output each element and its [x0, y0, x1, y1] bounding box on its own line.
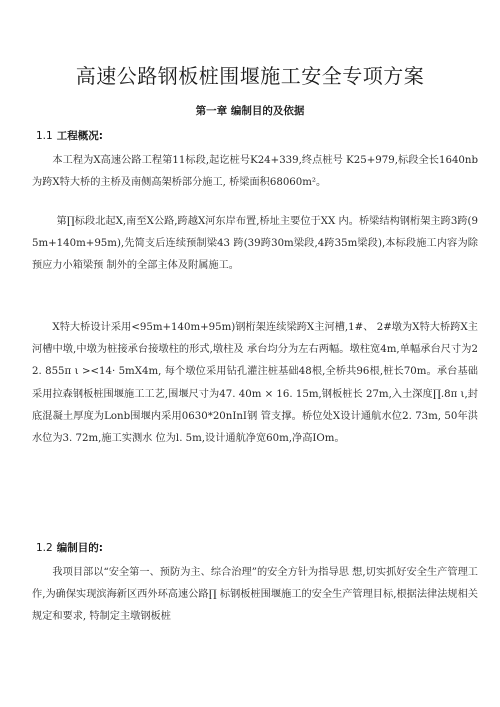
section-title: 工程概况: [56, 130, 103, 142]
document-title: 高速公路钢板桩围堰施工安全专项方案 [75, 64, 425, 88]
section-heading-1-1 [36, 128, 103, 143]
section-heading-1-2 [36, 540, 103, 555]
paragraph-purpose: 我项目部以“安全第一、预防为主、综合治理”的安全方针为指导思 想,切实抓好安全生产管理工作,为确保实现滨海新区西外环高速公路∏ 标钢板桩围堰施工的安全生产管理目标,根据法律法规相关规定和要求, 特制定主墩钢板桩 [32, 567, 478, 623]
section-number: 1.2 [36, 542, 53, 554]
chapter-heading: 第一章 编制目的及依据 [195, 105, 305, 117]
section-title: 编制目的: [56, 542, 103, 554]
section-number: 1.1 [36, 130, 53, 142]
paragraph-project-overview: 本工程为X高速公路工程第11标段,起讫桩号K24+339,终点桩号 K25+979,标段全长1640nb为跨X特大桥的主桥及南侧高架桥部分施工, 桥梁面积68060m²。 [32, 155, 478, 189]
paragraph-section-scope: 第∏标段北起X,南至X公路,跨越X河东岸布置,桥址主要位于XX 内。桥梁结构钢桁架主跨3跨(95m+140m+95m),先简支后连续预制梁43 跨(39跨30m梁段,4跨35m梁段),本标段施工内容为除预应力小箱梁预 制外的全部主体及附属施工。 [32, 216, 478, 272]
paragraph-bridge-design: X特大桥设计采用<95m+140m+95m)钢桁架连续梁跨X主河槽,1#、 2#墩为X特大桥跨X主河槽中墩,中墩为桩接承台接墩柱的形式,墩柱及 承台均分为左右两幅。墩柱宽4m,单幅承台尺寸为22. 855π ι ><14· 5mX4m, 每个墩位采用钻孔灌注桩基础48根,全桥共96根,桩长70m。承台基础 采用拉森钢板桩围堰施工工艺,围堰尺寸为47. 40m × 16. 15m,钢板桩长 27m,入土深度∏.8π ι,封底混凝土厚度为Lonb围堰内采用0630*20nInI钢 管支撑。桥位处X设计通航水位2. 73m, 50年洪水位为3. 72m,施工实测水 位为l. 5m,设计通航净宽60m,净高IOm。 [32, 322, 478, 445]
